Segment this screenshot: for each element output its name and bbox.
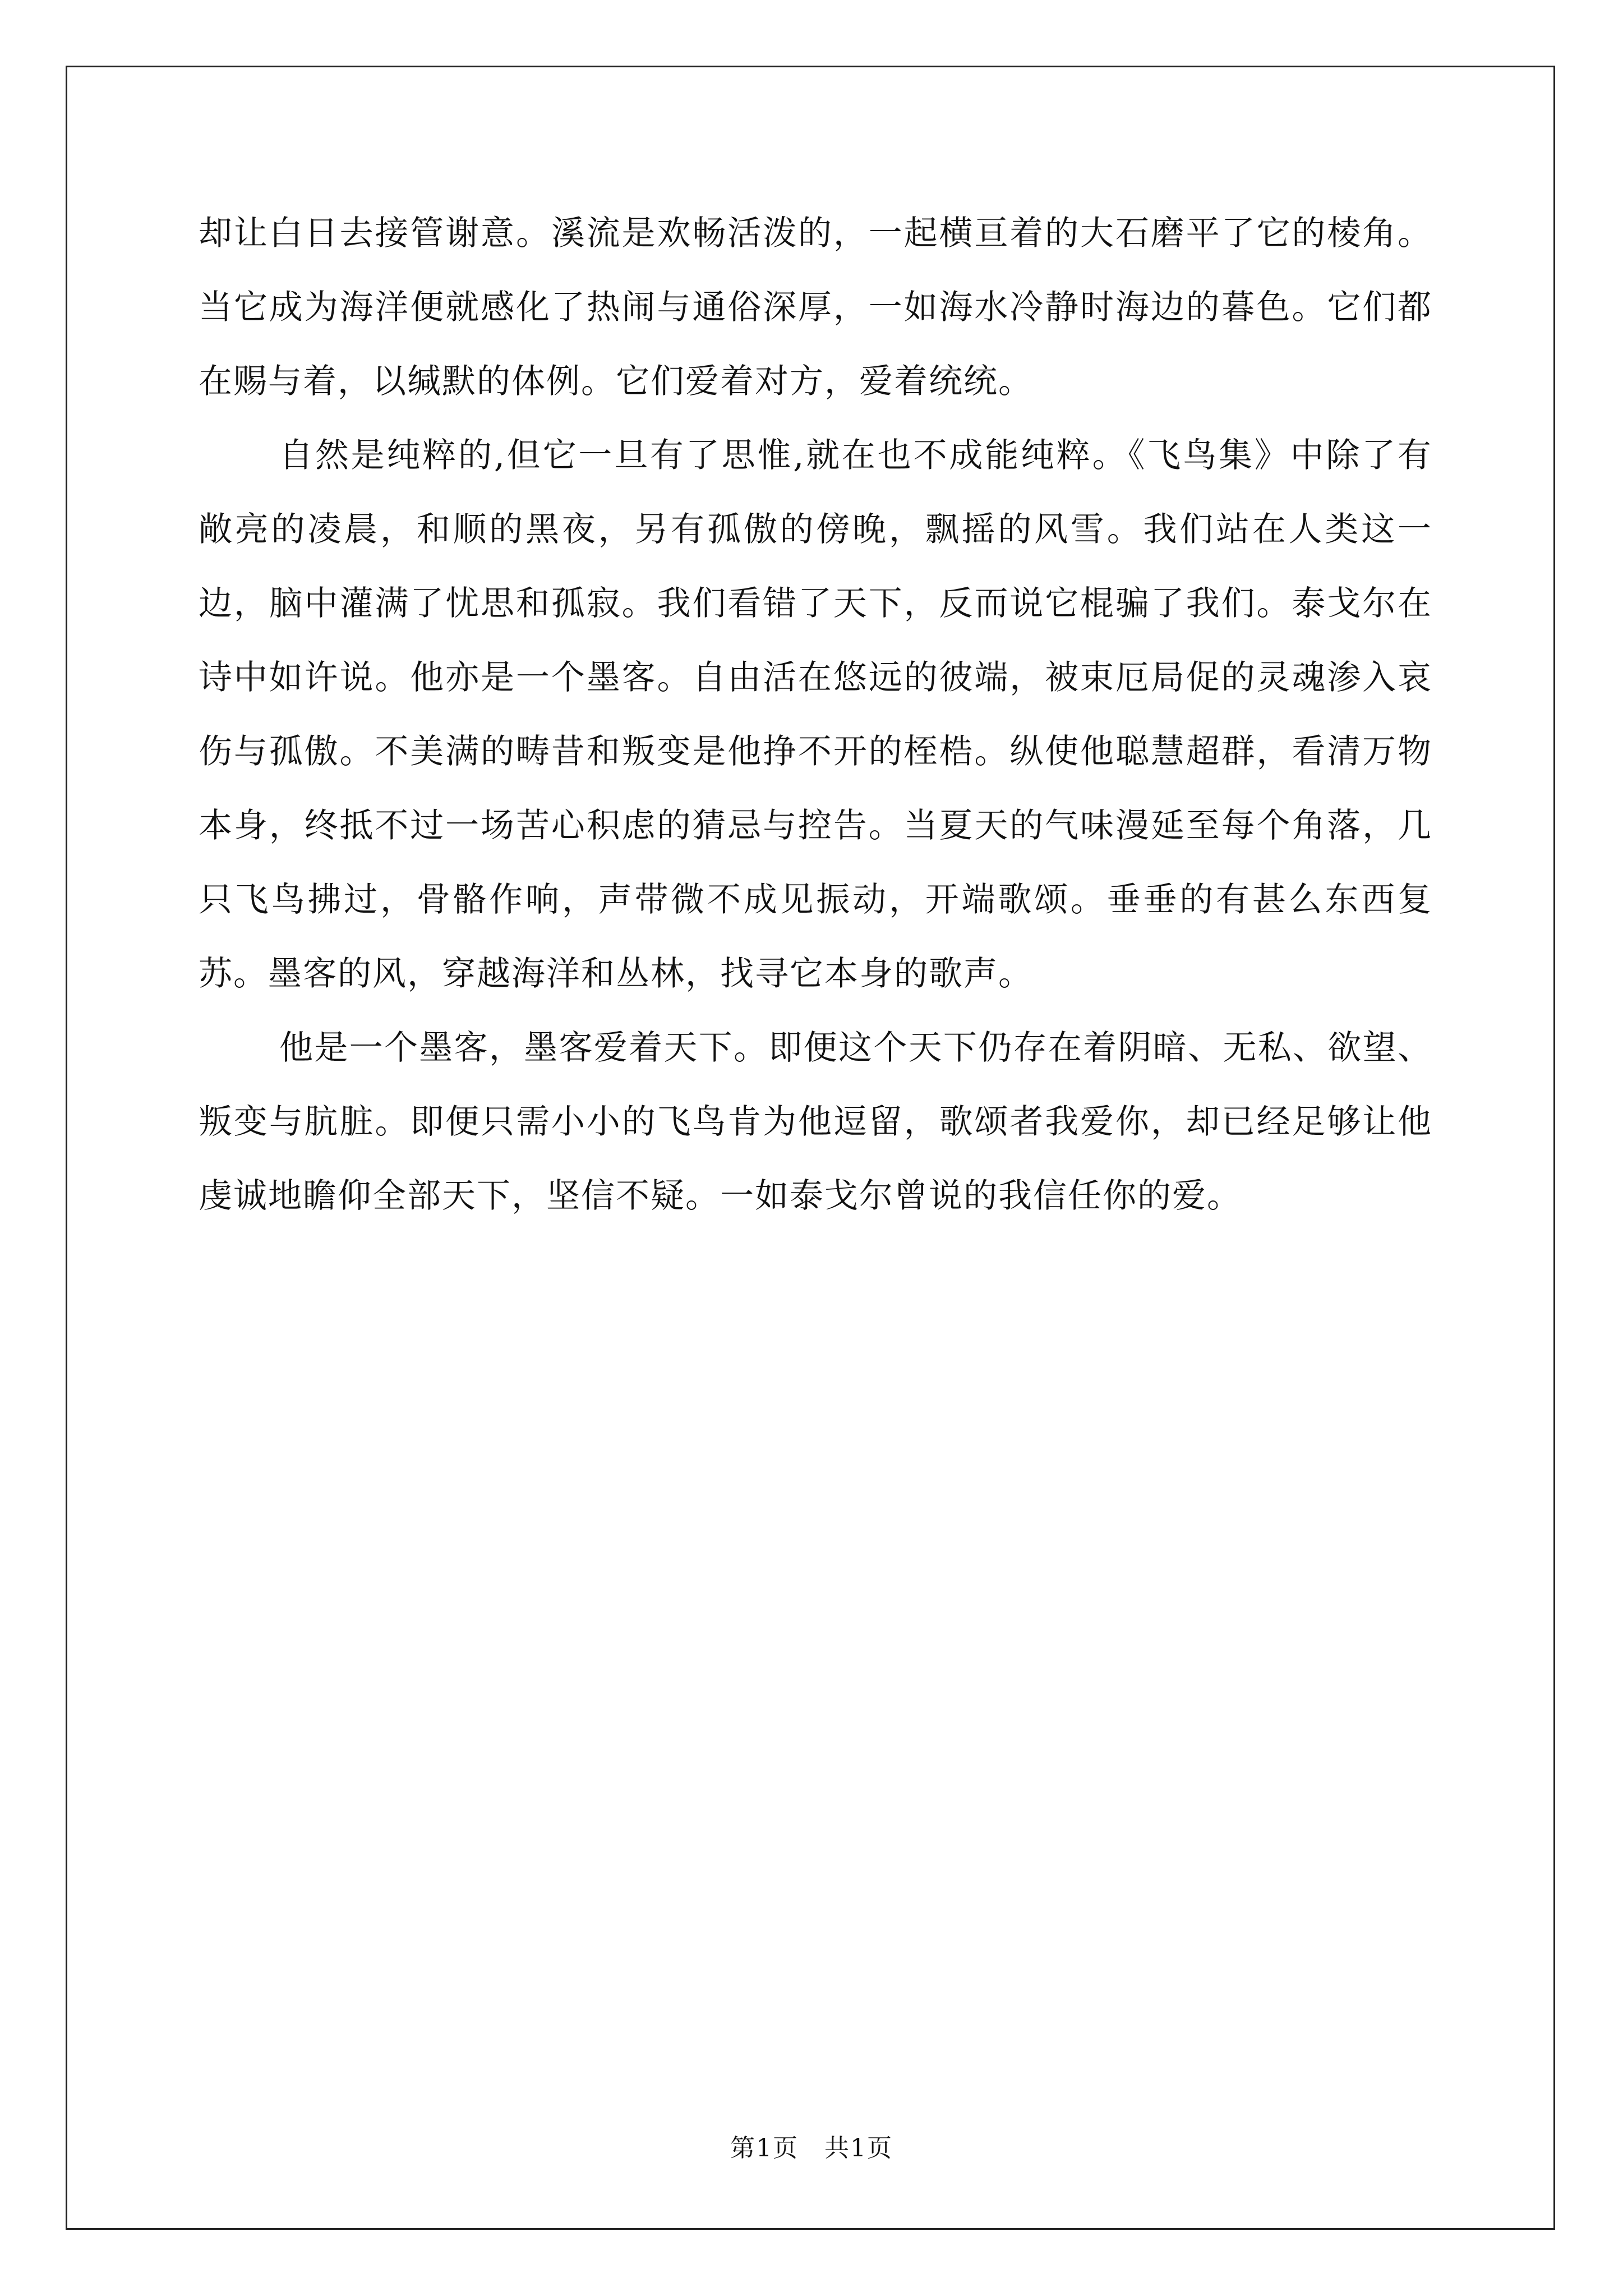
page-number: 第1页	[730, 2134, 799, 2162]
paragraph-1: 却让白日去接管谢意。溪流是欢畅活泼的，一起横亘着的大石磨平了它的棱角。当它成为海洋便就感化了热闹与通俗深厚，一如海水冷静时海边的暮色。它们都在赐与着，以缄默的体例。它们爱着对方，爱着统统。	[199, 214, 1432, 401]
page-footer	[0, 2132, 1623, 2165]
paragraph-3: 他是一个墨客，墨客爱着天下。即便这个天下仍存在着阴暗、无私、欲望、叛变与肮脏。即便只需小小的飞鸟肯为他逗留，歌颂者我爱你，却已经足够让他虔诚地瞻仰全部天下，坚信不疑。一如泰戈尔曾说的我信任你的爱。	[199, 1028, 1432, 1216]
document-body	[199, 196, 1432, 1233]
page-total: 共1页	[824, 2134, 893, 2162]
paragraph-2: 自然是纯粹的,但它一旦有了思惟,就在也不成能纯粹。《飞鸟集》中除了有敞亮的凌晨，和顺的黑夜，另有孤傲的傍晚，飘摇的风雪。我们站在人类这一边，脑中灌满了忧思和孤寂。我们看错了天下，反而说它棍骗了我们。泰戈尔在诗中如许说。他亦是一个墨客。自由活在悠远的彼端，被束厄局促的灵魂渗入哀伤与孤傲。不美满的畴昔和叛变是他挣不开的桎梏。纵使他聪慧超群，看清万物本身，终抵不过一场苦心积虑的猜忌与控告。当夏天的气味漫延至每个角落，几只飞鸟拂过，骨骼作响，声带微不成见振动，开端歌颂。垂垂的有甚么东西复苏。墨客的风，穿越海洋和丛林，找寻它本身的歌声。	[199, 436, 1432, 993]
